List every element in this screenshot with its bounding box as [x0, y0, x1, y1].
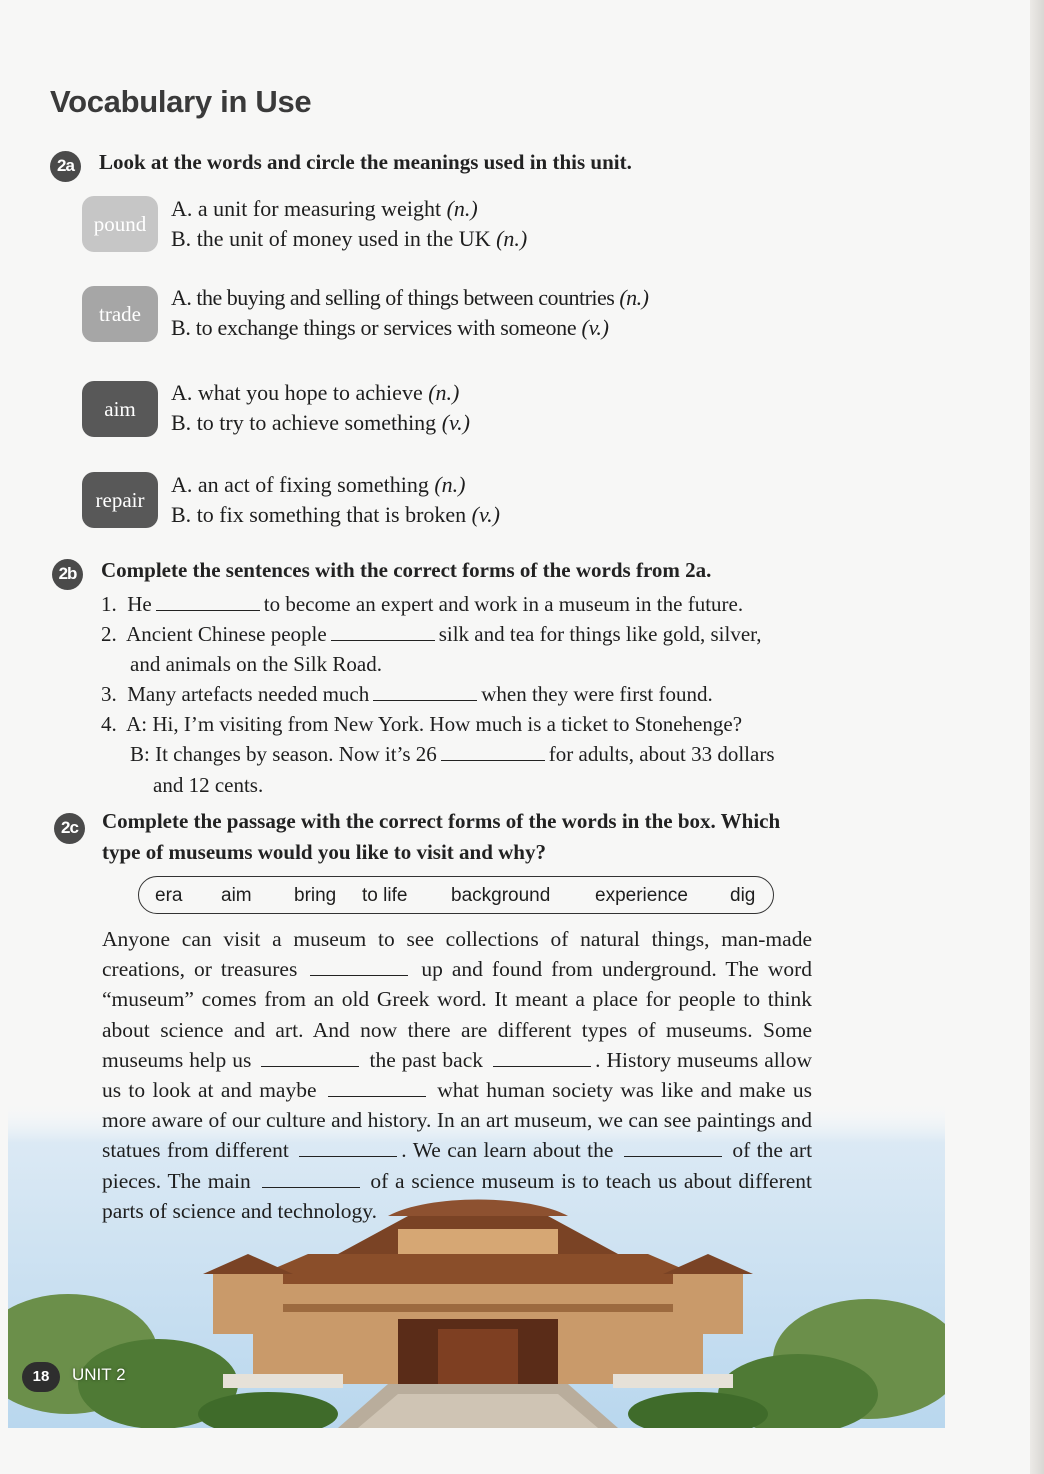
meaning-aim-b[interactable]: B. to try to achieve something (v.) [171, 410, 470, 435]
answer-blank[interactable] [441, 742, 545, 761]
meaning-pound-a[interactable]: A. a unit for measuring weight (n.) [171, 196, 478, 221]
badge-2c: 2c [54, 813, 85, 844]
passage-text: Anyone can visit a museum to see collections of natural things, man-made creations, or treasures up and found from underground. The word “museum” comes from an old Greek word. It meant a place for people to think about science and art. And now there are different types of museums. Some museums help us the past back . History museums allow us to look at and maybe what human society was like and make us more aware of our culture and history. In an art museum, we can see paintings and statues from different . We can learn about the of the art pieces. The main of a science museum is to teach us about different parts of science and technology. [102, 927, 813, 1223]
answer-blank[interactable] [299, 1138, 397, 1157]
sentence-2-continued: and animals on the Silk Road. [130, 652, 382, 676]
sentence-4-a: 4. A: Hi, I’m visiting from New York. How much is a ticket to Stonehenge? [101, 712, 743, 736]
word-bank-item: bring [294, 885, 337, 906]
meaning-repair-b[interactable]: B. to fix something that is broken (v.) [171, 502, 500, 527]
word-trade: trade [82, 286, 158, 342]
word-bank-item: aim [221, 885, 252, 906]
answer-blank[interactable] [328, 1078, 426, 1097]
answer-blank[interactable] [262, 1169, 360, 1188]
answer-blank[interactable] [261, 1048, 359, 1067]
answer-blank[interactable] [156, 592, 260, 611]
answer-blank[interactable] [624, 1138, 722, 1157]
answer-blank[interactable] [493, 1048, 591, 1067]
word-aim: aim [82, 381, 158, 437]
page-edge [1030, 0, 1044, 1474]
sentence-2: 2. Ancient Chinese people silk and tea for things like gold, silver, [101, 622, 762, 646]
instruction-2c: Complete the passage with the correct forms of the words in the box. Which type of museums would you like to visit and why? [102, 809, 781, 864]
sentence-1: 1. He to become an expert and work in a museum in the future. [101, 592, 744, 616]
meaning-trade-b[interactable]: B. to exchange things or services with someone (v.) [171, 315, 609, 340]
word-bank-item: experience [595, 885, 688, 906]
word-bank-item: to life [362, 885, 408, 906]
word-bank-item: dig [730, 885, 756, 906]
answer-blank[interactable] [331, 622, 435, 641]
sentence-4-b: B: It changes by season. Now it’s 26 for adults, about 33 dollars [130, 742, 775, 766]
meaning-repair-a[interactable]: A. an act of fixing something (n.) [171, 472, 466, 497]
answer-blank[interactable] [310, 957, 408, 976]
page-number: 18 [22, 1362, 60, 1392]
meaning-aim-a[interactable]: A. what you hope to achieve (n.) [171, 380, 460, 405]
word-bank-item: background [451, 885, 551, 906]
meaning-pound-b[interactable]: B. the unit of money used in the UK (n.) [171, 226, 528, 251]
instruction-2a: Look at the words and circle the meanings used in this unit. [99, 150, 632, 174]
instruction-2b: Complete the sentences with the correct forms of the words from 2a. [101, 558, 712, 582]
badge-2b: 2b [52, 559, 83, 590]
word-repair: repair [82, 472, 158, 528]
page-title: Vocabulary in Use [50, 84, 312, 119]
word-bank [138, 876, 774, 914]
badge-2a: 2a [50, 151, 81, 182]
answer-blank[interactable] [373, 682, 477, 701]
word-bank-item: era [155, 885, 183, 906]
word-pound: pound [82, 196, 158, 252]
unit-label: UNIT 2 [72, 1365, 126, 1384]
sentence-4-continued: and 12 cents. [153, 773, 264, 797]
meaning-trade-a[interactable]: A. the buying and selling of things between countries (n.) [171, 285, 649, 310]
sentence-3: 3. Many artefacts needed much when they were first found. [101, 682, 713, 706]
